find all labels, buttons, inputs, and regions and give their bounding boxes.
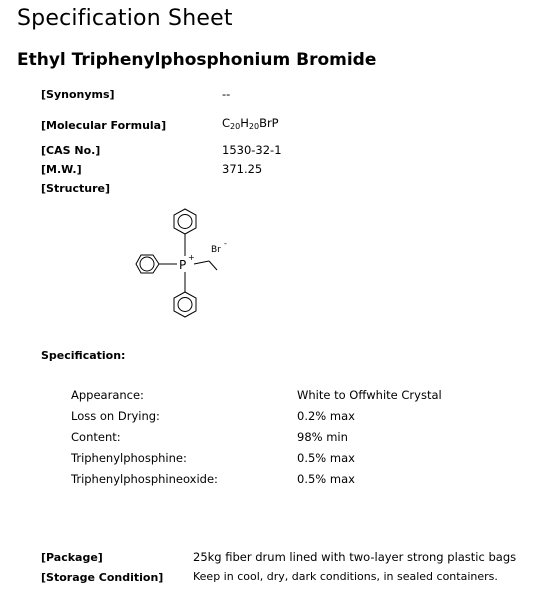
spec-value-triphenylphosphine: 0.5% max xyxy=(297,451,355,465)
package-label: [Package] xyxy=(41,551,103,564)
mw-label: [M.W.] xyxy=(41,163,82,176)
spec-name-loss-on-drying: Loss on Drying: xyxy=(71,409,160,423)
cas-label: [CAS No.] xyxy=(41,144,101,157)
spec-name-content: Content: xyxy=(71,430,121,444)
phenyl-ring-left-aromatic xyxy=(140,257,154,271)
structure-diagram xyxy=(125,198,245,328)
bromide-charge: - xyxy=(224,239,227,248)
phenyl-ring-top xyxy=(174,209,196,234)
molecular-formula-label: [Molecular Formula] xyxy=(41,119,167,132)
spec-value-loss-on-drying: 0.2% max xyxy=(297,409,355,423)
bond-ethyl-methyl xyxy=(209,261,217,270)
phenyl-ring-left xyxy=(136,255,159,273)
storage-value: Keep in cool, dry, dark conditions, in sealed containers. xyxy=(193,570,498,583)
spec-value-triphenylphosphineoxide: 0.5% max xyxy=(297,472,355,486)
formula-element-c: C xyxy=(222,116,231,130)
molecular-formula-value xyxy=(222,116,279,131)
package-value: 25kg fiber drum lined with two-layer strong plastic bags xyxy=(193,550,517,564)
synonyms-value: -- xyxy=(222,87,231,101)
page-title: Specification Sheet xyxy=(17,6,233,31)
phosphorus-atom: P xyxy=(179,258,187,272)
formula-element-h: H xyxy=(240,116,249,130)
phosphonium-charge: + xyxy=(188,253,195,262)
bond-p-ethyl xyxy=(194,261,209,264)
spec-name-appearance: Appearance: xyxy=(71,388,144,402)
phenyl-ring-top-aromatic xyxy=(178,215,192,229)
spec-name-triphenylphosphineoxide: Triphenylphosphineoxide: xyxy=(71,472,218,486)
phenyl-ring-bottom xyxy=(174,292,196,317)
synonyms-label: [Synonyms] xyxy=(41,88,115,101)
specification-heading: Specification: xyxy=(41,349,126,362)
phenyl-ring-bottom-aromatic xyxy=(178,298,192,312)
spec-name-triphenylphosphine: Triphenylphosphine: xyxy=(71,451,187,465)
formula-count-h: 20 xyxy=(248,122,260,131)
spec-value-content: 98% min xyxy=(297,430,348,444)
spec-value-appearance: White to Offwhite Crystal xyxy=(297,388,442,402)
product-name: Ethyl Triphenylphosphonium Bromide xyxy=(17,50,377,70)
bromide-ion: Br xyxy=(211,245,221,255)
cas-value: 1530-32-1 xyxy=(222,143,282,157)
formula-element-brp: BrP xyxy=(259,116,279,130)
storage-label: [Storage Condition] xyxy=(41,571,164,584)
mw-value: 371.25 xyxy=(222,162,263,176)
structure-label: [Structure] xyxy=(41,182,110,195)
formula-count-c: 20 xyxy=(230,122,241,131)
